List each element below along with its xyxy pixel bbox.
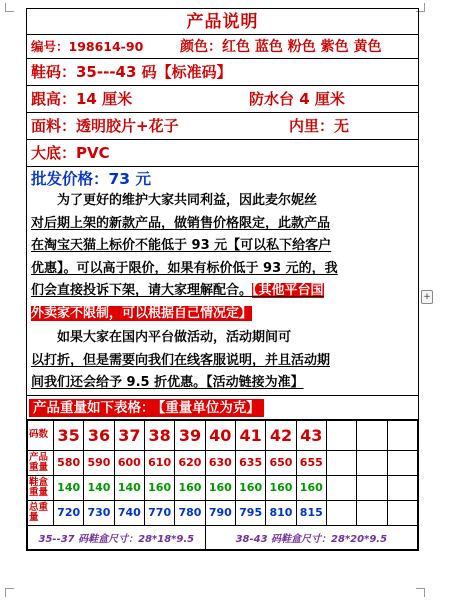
policy-line: 在淘宝天猫上标价不能低于 93 元【可以私下给客户: [31, 238, 332, 253]
weight-cell: 770: [144, 500, 174, 525]
weight-cell: 650: [266, 450, 296, 475]
size-range-row: [27, 59, 418, 86]
color-list: [180, 35, 382, 59]
policy-highlight: 外卖家不限制，可以根据自己情况定】: [31, 305, 253, 321]
promotion-paragraph: [27, 325, 418, 396]
empty-cell: [387, 475, 417, 500]
product-code: 编号：198614-90: [31, 39, 144, 54]
weight-cell: 810: [266, 500, 296, 525]
platform-height: 防水台 4 厘米: [249, 90, 345, 108]
empty-cell: [326, 500, 356, 525]
weight-cell: 140: [114, 475, 144, 500]
policy-line: [31, 280, 416, 303]
weight-cell: 140: [84, 475, 114, 500]
empty-cell: [387, 420, 417, 450]
wholesale-price: 批发价格：73 元: [31, 170, 151, 188]
box-size-large: 38-43 码鞋盒尺寸：28*20*9.5: [205, 525, 417, 549]
policy-line: [31, 303, 416, 326]
pricing-policy-paragraph: [27, 190, 418, 325]
size-cell: 40: [205, 420, 235, 450]
empty-cell: [357, 475, 387, 500]
empty-cell: [387, 450, 417, 475]
box-size-row: [28, 525, 418, 549]
lining: 内里：无: [289, 117, 350, 135]
promotion-line: 间我们还会给予 9.5 折优惠。【活动链接为准】: [31, 375, 304, 390]
total-weight-row: [28, 500, 418, 525]
corner-mark: [5, 588, 14, 597]
heel-row: [27, 86, 418, 113]
empty-cell: [357, 420, 387, 450]
material-row: [27, 113, 418, 140]
weight-cell: 160: [296, 475, 326, 500]
weight-cell: 160: [235, 475, 265, 500]
weight-cell: 815: [296, 500, 326, 525]
box-weight-row: [28, 475, 418, 500]
color-label: 颜色：: [180, 39, 222, 55]
weight-table-heading: [27, 396, 418, 420]
policy-line: 对后期上架的新款产品，做销售价格限定，此款产品: [31, 215, 331, 231]
row-label: 鞋盒重量: [28, 475, 54, 500]
weight-cell: 780: [175, 500, 205, 525]
weight-cell: 600: [114, 450, 144, 475]
row-label: 产品重量: [28, 450, 54, 475]
weight-heading-unit: 【重量单位为克】: [158, 399, 260, 416]
empty-cell: [326, 450, 356, 475]
corner-mark: [5, 3, 14, 12]
empty-cell: [357, 500, 387, 525]
weight-cell: 635: [235, 450, 265, 475]
policy-text: 们会直接投诉下架，请大家理解配合。: [31, 283, 253, 298]
product-spec-table: [26, 8, 419, 551]
color-values: 红色 蓝色 粉色 紫色 黄色: [222, 39, 382, 55]
row-label: 总重量: [28, 500, 54, 525]
corner-mark: [416, 588, 425, 597]
size-cell: 36: [84, 420, 114, 450]
table-move-handle[interactable]: +: [421, 290, 433, 304]
box-size-small: 35--37 码鞋盒尺寸：28*18*9.5: [28, 525, 206, 549]
weight-cell: 160: [144, 475, 174, 500]
weight-cell: 160: [175, 475, 205, 500]
empty-cell: [326, 420, 356, 450]
weight-cell: 795: [235, 500, 265, 525]
promotion-line: 以打折，但是需要向我们在线客服说明，并且活动期: [31, 352, 331, 368]
weight-table: [27, 420, 418, 550]
policy-highlight: 【其他平台国: [252, 283, 324, 298]
weight-cell: 730: [84, 500, 114, 525]
weight-cell: 580: [54, 450, 84, 475]
weight-cell: 630: [205, 450, 235, 475]
weight-cell: 610: [144, 450, 174, 475]
policy-line: 为了更好的维护大家共同利益，因此麦尔妮丝: [31, 193, 318, 208]
code-color-row: [27, 35, 418, 59]
weight-cell: 620: [175, 450, 205, 475]
weight-cell: 590: [84, 450, 114, 475]
size-range: 鞋码：35---43 码【标准码】: [31, 63, 232, 81]
material: 面料：透明胶片+花子: [31, 117, 179, 135]
weight-cell: 655: [296, 450, 326, 475]
weight-cell: 160: [205, 475, 235, 500]
size-cell: 43: [296, 420, 326, 450]
weight-heading-text: [29, 399, 264, 417]
weight-cell: 140: [54, 475, 84, 500]
empty-cell: [387, 500, 417, 525]
doc-title: 产品说明: [27, 9, 418, 35]
heel-height: 跟高：14 厘米: [31, 90, 133, 108]
size-cell: 41: [235, 420, 265, 450]
sole: 大底：PVC: [31, 144, 110, 162]
weight-cell: 790: [205, 500, 235, 525]
size-row: [28, 420, 418, 450]
policy-line: 优惠】。可以高于限价，如果有标价低于 93 元的，我: [31, 260, 338, 276]
weight-cell: 160: [266, 475, 296, 500]
size-cell: 38: [144, 420, 174, 450]
size-cell: 42: [266, 420, 296, 450]
promotion-line: 如果大家在国内平台做活动，活动期间可: [31, 330, 292, 345]
product-weight-row: [28, 450, 418, 475]
empty-cell: [326, 475, 356, 500]
empty-cell: [357, 450, 387, 475]
row-label: 码数: [28, 420, 54, 450]
sole-row: [27, 140, 418, 167]
size-cell: 39: [175, 420, 205, 450]
size-cell: 35: [54, 420, 84, 450]
size-cell: 37: [114, 420, 144, 450]
weight-cell: 720: [54, 500, 84, 525]
weight-heading-title: 产品重量如下表格：: [33, 399, 155, 416]
weight-cell: 740: [114, 500, 144, 525]
